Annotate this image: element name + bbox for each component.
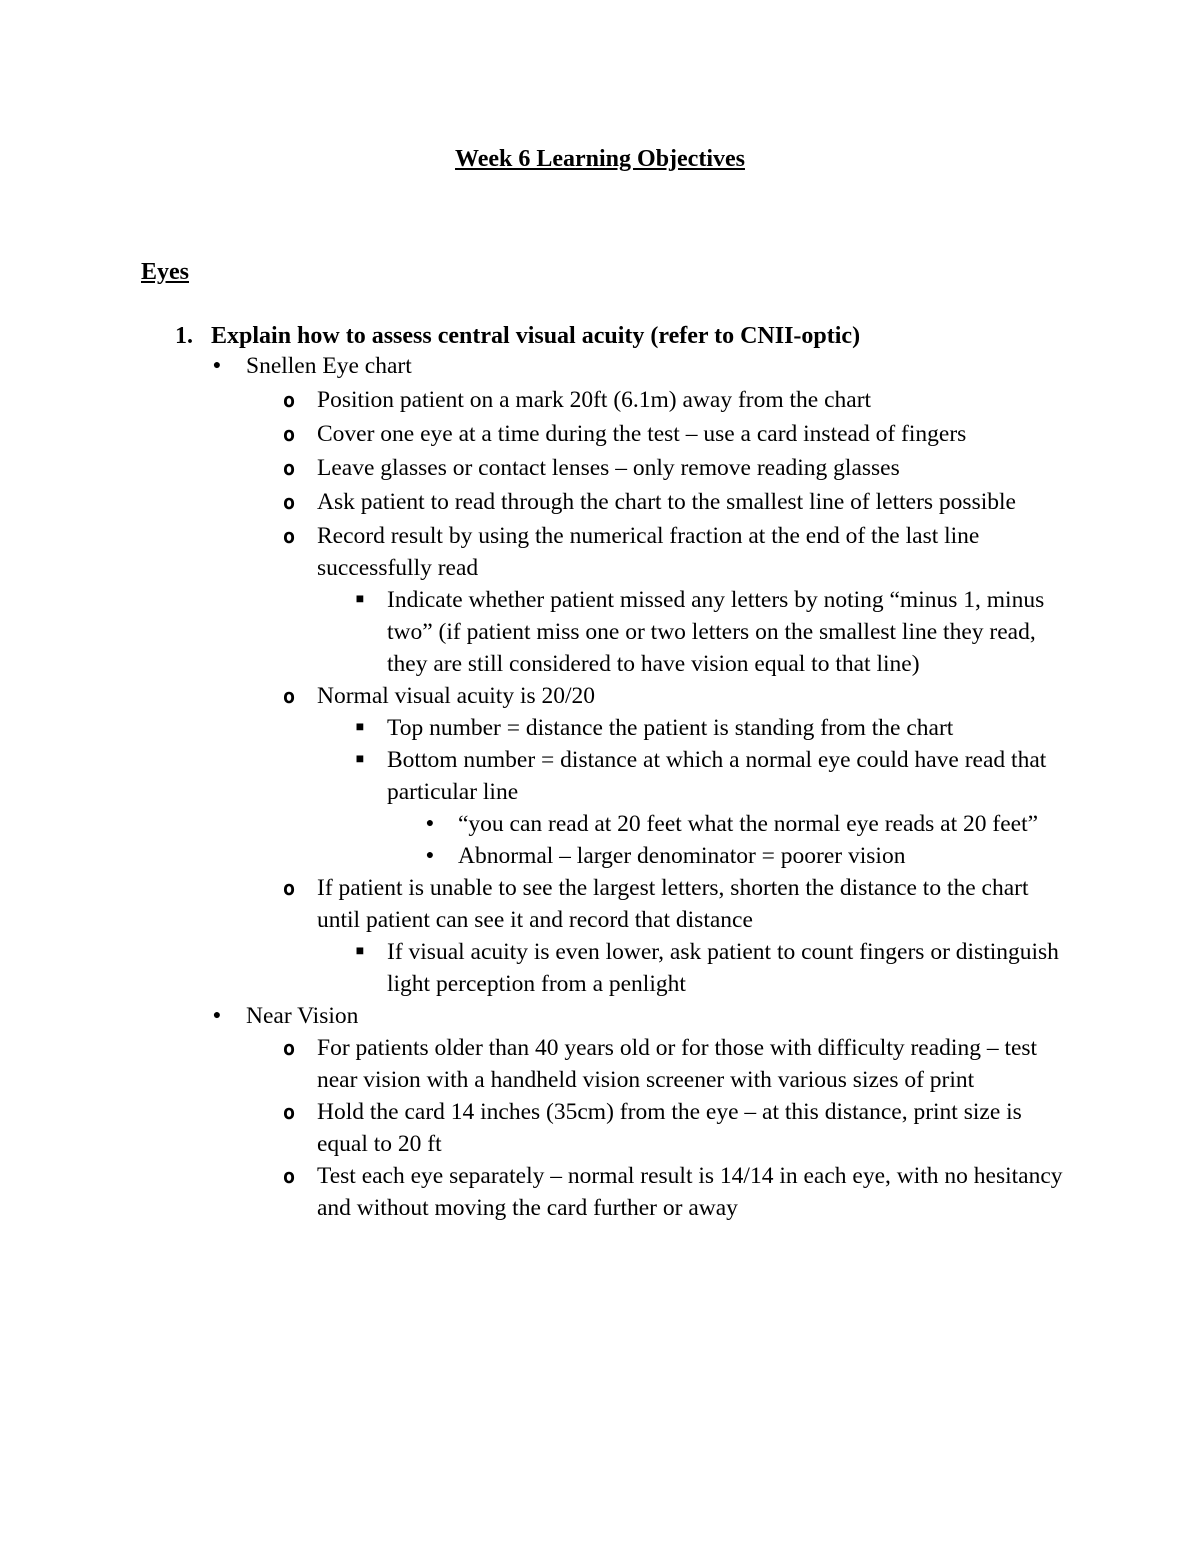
bullet-circle-icon: o [282, 1164, 296, 1188]
list-item: ● Abnormal – larger denominator = poorer vision [0, 840, 1068, 872]
page-title: Week 6 Learning Objectives [455, 146, 745, 172]
list-item: o Leave glasses or contact lenses – only remove reading glasses [0, 452, 1067, 484]
bullet-square-icon: ■ [355, 592, 365, 607]
bullet-square-icon: ■ [355, 720, 365, 735]
bullet-circle-icon: o [282, 1100, 296, 1124]
list-item: o For patients older than 40 years old or for those with difficulty reading – test near vision with a handheld vision screener with various sizes of print [0, 1032, 1067, 1096]
bullet-circle-icon: o [282, 388, 296, 412]
objective-number: 1. [175, 323, 193, 349]
bullet-circle-icon: o [282, 684, 296, 708]
list-item: o Test each eye separately – normal result is 14/14 in each eye, with no hesitancy and without moving the card further or away [0, 1160, 1067, 1224]
bullet-list [0, 350, 1200, 1224]
list-item: ■ Bottom number = distance at which a normal eye could have read that particular line [0, 744, 1067, 808]
bullet-circle-icon: o [282, 456, 296, 480]
list-item: o Record result by using the numerical fraction at the end of the last line successfully read [0, 520, 1067, 584]
bullet-square-icon: ■ [355, 752, 365, 767]
list-item: ● Near Vision [0, 1000, 1066, 1032]
bullet-dot-icon: ● [212, 358, 222, 373]
objective-text: Explain how to assess central visual acuity (refer to CNII-optic) [211, 323, 861, 349]
section-heading: Eyes [141, 259, 189, 285]
list-item: o Ask patient to read through the chart to the smallest line of letters possible [0, 486, 1067, 518]
list-item: o If patient is unable to see the largest letters, shorten the distance to the chart until patient can see it and record that distance [0, 872, 1067, 936]
bullet-dot-icon: ● [425, 848, 435, 863]
learning-objective [175, 320, 860, 352]
bullet-circle-icon: o [282, 876, 296, 900]
bullet-circle-icon: o [282, 1036, 296, 1060]
list-item: o Position patient on a mark 20ft (6.1m) away from the chart [0, 384, 1067, 416]
list-item: ● Snellen Eye chart [0, 350, 1066, 382]
list-item: o Hold the card 14 inches (35cm) from the eye – at this distance, print size is equal to 20 ft [0, 1096, 1067, 1160]
list-item: ■ Indicate whether patient missed any letters by noting “minus 1, minus two” (if patient miss one or two letters on the smallest line they read, they are still considered to have vision equal to that line) [0, 584, 1067, 680]
bullet-circle-icon: o [282, 524, 296, 548]
list-item: ■ If visual acuity is even lower, ask patient to count fingers or distinguish light perception from a penlight [0, 936, 1067, 1000]
bullet-dot-icon: ● [212, 1008, 222, 1023]
list-item: ● “you can read at 20 feet what the normal eye reads at 20 feet” [0, 808, 1068, 840]
list-item: o Cover one eye at a time during the test – use a card instead of fingers [0, 418, 1067, 450]
bullet-square-icon: ■ [355, 944, 365, 959]
list-item: o Normal visual acuity is 20/20 [0, 680, 1067, 712]
bullet-circle-icon: o [282, 422, 296, 446]
list-item: ■ Top number = distance the patient is standing from the chart [0, 712, 1067, 744]
bullet-circle-icon: o [282, 490, 296, 514]
bullet-dot-icon: ● [425, 816, 435, 831]
